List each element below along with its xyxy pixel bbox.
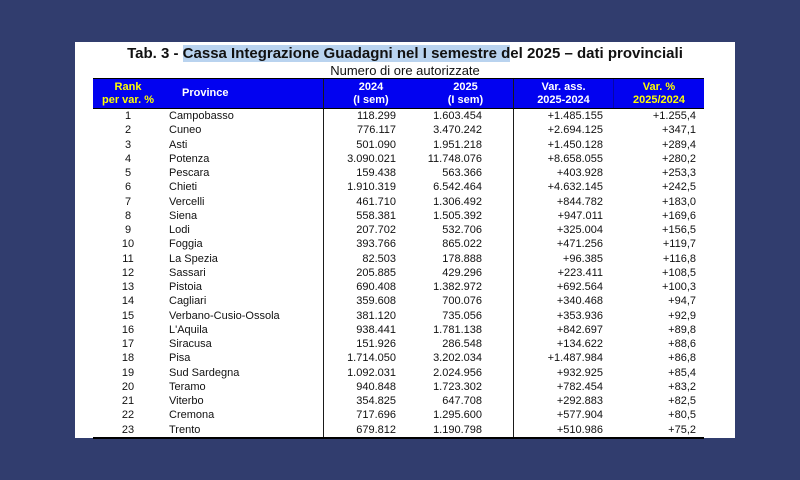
- cell-var_pct: +83,2: [668, 380, 696, 393]
- cell-y2025: 1.951.218: [433, 138, 482, 151]
- cell-var_pct: +116,8: [662, 252, 696, 265]
- header-2024-line2: (I sem): [353, 93, 389, 106]
- cell-province: Pescara: [169, 167, 210, 180]
- cell-rank: 10: [121, 238, 135, 251]
- cell-y2025: 11.748.076: [427, 152, 482, 165]
- table-row: [93, 237, 704, 251]
- cell-rank: 17: [121, 338, 135, 351]
- cell-rank: 8: [124, 209, 132, 222]
- cell-y2024: 461.710: [323, 195, 418, 209]
- cell-var_ass: +1.450.128: [513, 138, 613, 152]
- table-row: [93, 138, 704, 152]
- cell-y2025: 563.366: [442, 167, 482, 180]
- table-row: [93, 309, 704, 323]
- cell-y2024: 776.117: [323, 123, 418, 137]
- table-row: [93, 166, 704, 180]
- cell-var_ass: +471.256: [513, 237, 613, 251]
- cell-y2024: 690.408: [323, 280, 418, 294]
- cell-y2024: 940.848: [323, 380, 418, 394]
- table-row: [93, 109, 704, 123]
- cell-var_ass: +292.883: [513, 394, 613, 408]
- cell-province: Cuneo: [169, 124, 202, 137]
- table-row: [93, 280, 704, 294]
- cell-y2025: 1.382.972: [433, 281, 482, 294]
- cell-province: Pistoia: [169, 281, 203, 294]
- cell-rank: 12: [121, 266, 135, 279]
- cell-y2024: 1.910.319: [323, 180, 418, 194]
- table-row: [93, 351, 704, 365]
- table-subtitle: Numero di ore autorizzate: [330, 63, 480, 78]
- cell-y2024: 393.766: [323, 237, 418, 251]
- cell-province: Foggia: [169, 238, 203, 251]
- cell-y2024: 159.438: [323, 166, 418, 180]
- cell-var_ass: +947.011: [513, 209, 613, 223]
- cell-y2025: 178.888: [442, 252, 482, 265]
- cell-rank: 7: [124, 195, 132, 208]
- cell-var_pct: +92,9: [668, 309, 696, 322]
- cell-y2024: 82.503: [323, 252, 418, 266]
- cell-y2024: 151.926: [323, 337, 418, 351]
- header-2025: [418, 79, 513, 108]
- table-row: [93, 394, 704, 408]
- table-row: [93, 195, 704, 209]
- cell-y2025: 1.505.392: [433, 209, 482, 222]
- cell-var_ass: +510.986: [513, 423, 613, 437]
- cell-var_pct: +280,2: [662, 152, 696, 165]
- cell-y2025: 647.708: [442, 395, 482, 408]
- table-row: [93, 380, 704, 394]
- cell-rank: 4: [124, 152, 132, 165]
- table-title: [75, 45, 735, 62]
- cell-var_pct: +1.255,4: [652, 110, 696, 123]
- data-table: [93, 78, 704, 439]
- cell-y2025: 735.056: [442, 309, 482, 322]
- cell-y2025: 1.781.138: [433, 323, 482, 336]
- cell-y2024: 1.092.031: [323, 366, 418, 380]
- cell-var_ass: +782.454: [513, 380, 613, 394]
- cell-rank: 20: [121, 380, 135, 393]
- header-province: [163, 79, 323, 108]
- cell-rank: 5: [124, 167, 132, 180]
- cell-province: Trento: [169, 423, 201, 436]
- cell-y2024: 1.714.050: [323, 351, 418, 365]
- table-row: [93, 152, 704, 166]
- cell-rank: 3: [124, 138, 132, 151]
- cell-y2024: 3.090.021: [323, 152, 418, 166]
- cell-var_pct: +169,6: [662, 209, 696, 222]
- cell-var_ass: +2.694.125: [513, 123, 613, 137]
- cell-rank: 14: [121, 295, 135, 308]
- cell-province: Siena: [169, 209, 198, 222]
- cell-var_ass: +577.904: [513, 408, 613, 422]
- cell-province: Pisa: [169, 352, 191, 365]
- table-row: [93, 266, 704, 280]
- table-row: [93, 209, 704, 223]
- cell-var_ass: +844.782: [513, 195, 613, 209]
- cell-y2025: 1.723.302: [433, 380, 482, 393]
- cell-province: Asti: [169, 138, 188, 151]
- cell-rank: 11: [122, 252, 134, 265]
- cell-province: Sud Sardegna: [169, 366, 240, 379]
- cell-var_pct: +108,5: [662, 266, 696, 279]
- title-prefix: Tab. 3 -: [127, 45, 183, 62]
- header-province-label: Province: [182, 87, 229, 99]
- cell-y2024: 558.381: [323, 209, 418, 223]
- header-var-ass-line1: Var. ass.: [541, 80, 586, 93]
- header-var-pct: [613, 79, 704, 108]
- header-rank-line1: Rank: [114, 80, 142, 93]
- title-highlighted-text: Cassa Integrazione Guadagni nel I semestre d: [182, 45, 511, 62]
- cell-y2025: 1.603.454: [433, 110, 482, 123]
- table-row: [93, 223, 704, 237]
- document-panel: [75, 42, 735, 438]
- table-row: [93, 123, 704, 137]
- cell-var_pct: +80,5: [668, 409, 696, 422]
- cell-rank: 22: [121, 409, 135, 422]
- cell-province: Cremona: [169, 409, 215, 422]
- cell-var_pct: +253,3: [662, 167, 696, 180]
- cell-var_ass: +4.632.145: [513, 180, 613, 194]
- cell-province: Campobasso: [169, 110, 234, 123]
- cell-rank: 21: [121, 395, 135, 408]
- cell-y2024: 205.885: [323, 266, 418, 280]
- cell-y2025: 1.295.600: [433, 409, 482, 422]
- cell-var_ass: +325.004: [513, 223, 613, 237]
- cell-var_ass: +692.564: [513, 280, 613, 294]
- cell-y2025: 532.706: [442, 224, 482, 237]
- cell-rank: 13: [121, 281, 135, 294]
- cell-var_ass: +223.411: [513, 266, 613, 280]
- header-2024-line1: 2024: [358, 80, 384, 93]
- cell-province: L'Aquila: [169, 323, 208, 336]
- cell-var_pct: +86,8: [668, 352, 696, 365]
- cell-rank: 18: [121, 352, 135, 365]
- cell-var_ass: +96.385: [513, 252, 613, 266]
- cell-var_pct: +289,4: [662, 138, 696, 151]
- cell-var_pct: +94,7: [668, 295, 696, 308]
- cell-y2024: 354.825: [323, 394, 418, 408]
- cell-y2024: 717.696: [323, 408, 418, 422]
- cell-var_pct: +75,2: [668, 423, 696, 436]
- cell-y2025: 865.022: [442, 238, 482, 251]
- cell-province: Vercelli: [169, 195, 205, 208]
- table-row: [93, 423, 704, 437]
- cell-y2025: 700.076: [442, 295, 482, 308]
- title-suffix: el 2025 – dati provinciali: [510, 45, 683, 62]
- cell-province: La Spezia: [169, 252, 218, 265]
- table-row: [93, 366, 704, 380]
- table-row: [93, 252, 704, 266]
- cell-province: Verbano-Cusio-Ossola: [169, 309, 280, 322]
- cell-y2025: 1.306.492: [433, 195, 482, 208]
- table-row: [93, 180, 704, 194]
- cell-y2025: 6.542.464: [433, 181, 482, 194]
- table-row: [93, 294, 704, 308]
- cell-province: Potenza: [169, 152, 210, 165]
- cell-province: Viterbo: [169, 395, 204, 408]
- cell-var_pct: +100,3: [662, 281, 696, 294]
- cell-province: Cagliari: [169, 295, 207, 308]
- cell-var_ass: +1.485.155: [513, 109, 613, 123]
- cell-var_pct: +242,5: [662, 181, 696, 194]
- header-rank-line2: per var. %: [102, 93, 154, 106]
- cell-y2025: 286.548: [442, 338, 482, 351]
- cell-var_ass: +932.925: [513, 366, 613, 380]
- cell-province: Siracusa: [169, 338, 212, 351]
- cell-rank: 23: [121, 423, 135, 436]
- cell-var_ass: +8.658.055: [513, 152, 613, 166]
- cell-rank: 19: [121, 366, 135, 379]
- cell-var_ass: +1.487.984: [513, 351, 613, 365]
- cell-var_pct: +85,4: [668, 366, 696, 379]
- cell-y2025: 429.296: [442, 266, 482, 279]
- header-2024: [323, 79, 418, 108]
- cell-var_ass: +340.468: [513, 294, 613, 308]
- cell-var_pct: +119,7: [662, 238, 696, 251]
- cell-rank: 6: [124, 181, 132, 194]
- header-var-ass-line2: 2025-2024: [537, 93, 590, 106]
- cell-y2025: 1.190.798: [433, 423, 482, 436]
- cell-y2024: 118.299: [323, 109, 418, 123]
- cell-y2024: 938.441: [323, 323, 418, 337]
- cell-var_pct: +347,1: [662, 124, 696, 137]
- cell-var_ass: +403.928: [513, 166, 613, 180]
- cell-rank: 1: [124, 110, 132, 123]
- cell-rank: 2: [124, 124, 132, 137]
- header-var-ass: [513, 79, 613, 108]
- table-row: [93, 408, 704, 422]
- header-rank: [93, 79, 163, 108]
- cell-y2025: 2.024.956: [433, 366, 482, 379]
- cell-y2025: 3.470.242: [433, 124, 482, 137]
- header-var-pct-line1: Var. %: [642, 80, 676, 93]
- header-2025-line2: (I sem): [447, 93, 484, 106]
- cell-rank: 16: [121, 323, 135, 336]
- cell-y2025: 3.202.034: [433, 352, 482, 365]
- cell-province: Lodi: [169, 224, 190, 237]
- table-row: [93, 323, 704, 337]
- cell-y2024: 679.812: [323, 423, 418, 437]
- cell-y2024: 359.608: [323, 294, 418, 308]
- cell-y2024: 381.120: [323, 309, 418, 323]
- cell-var_pct: +183,0: [662, 195, 696, 208]
- cell-province: Chieti: [169, 181, 198, 194]
- cell-province: Teramo: [169, 380, 206, 393]
- cell-rank: 15: [121, 309, 135, 322]
- cell-rank: 9: [124, 224, 132, 237]
- cell-y2024: 501.090: [323, 138, 418, 152]
- table-row: [93, 337, 704, 351]
- header-var-pct-line2: 2025/2024: [633, 93, 685, 106]
- cell-var_ass: +353.936: [513, 309, 613, 323]
- table-body: [93, 109, 704, 439]
- cell-var_ass: +134.622: [513, 337, 613, 351]
- header-2025-line1: 2025: [453, 80, 478, 93]
- cell-var_pct: +82,5: [668, 395, 696, 408]
- cell-var_pct: +88,6: [668, 338, 696, 351]
- table-header-row: [93, 78, 704, 109]
- cell-var_pct: +89,8: [668, 323, 696, 336]
- cell-var_ass: +842.697: [513, 323, 613, 337]
- cell-var_pct: +156,5: [662, 224, 696, 237]
- cell-y2024: 207.702: [323, 223, 418, 237]
- cell-province: Sassari: [169, 266, 206, 279]
